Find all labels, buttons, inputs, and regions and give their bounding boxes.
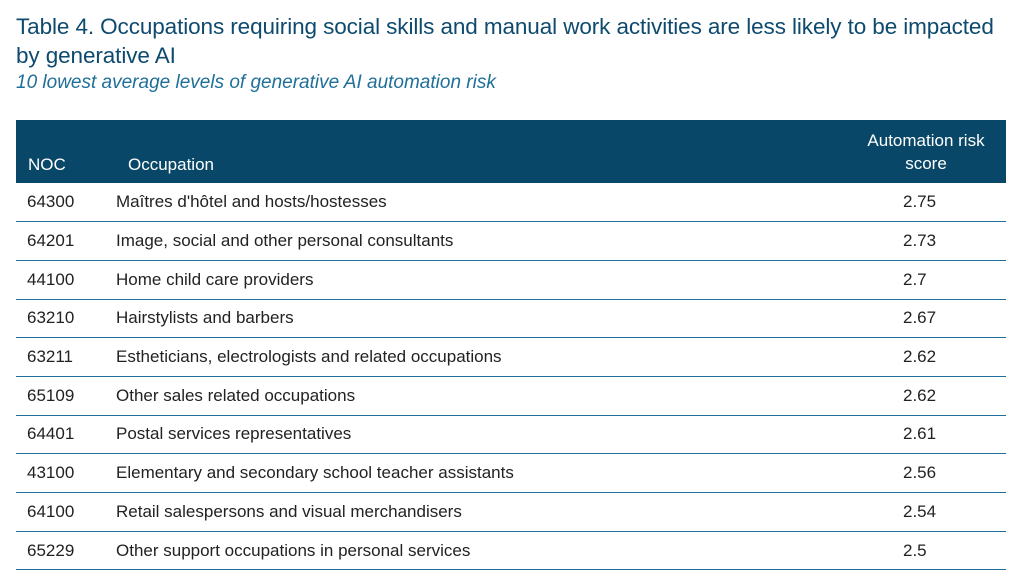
- occupation-cell: Other support occupations in personal services: [116, 540, 471, 560]
- header-score: [846, 120, 1006, 183]
- occupation-cell: Retail salespersons and visual merchandisers: [116, 501, 462, 521]
- score-cell: 2.61: [903, 424, 937, 444]
- header-occupation: Occupation: [128, 155, 214, 174]
- table-row: [16, 183, 1006, 222]
- occupation-cell: Image, social and other personal consultants: [116, 231, 454, 251]
- table-row: [16, 415, 1006, 454]
- occupation-cell: Postal services representatives: [116, 424, 352, 444]
- occupation-cell: Elementary and secondary school teacher assistants: [116, 463, 514, 483]
- table-row: [16, 493, 1006, 532]
- header-score-line1: Automation risk: [867, 131, 985, 150]
- score-cell: 2.54: [903, 501, 937, 521]
- table-row: [16, 338, 1006, 377]
- score-cell: 2.7: [903, 269, 927, 289]
- header-row: [16, 120, 1006, 183]
- score-cell: 2.67: [903, 308, 937, 328]
- score-cell: 2.62: [903, 347, 937, 367]
- table-body: [16, 183, 1006, 570]
- header-noc: NOC: [28, 155, 66, 174]
- noc-cell: 64100: [27, 501, 75, 521]
- table-row: [16, 299, 1006, 338]
- occupation-cell: Hairstylists and barbers: [116, 308, 294, 328]
- header-score-line2: score: [905, 154, 947, 173]
- occupations-table: [16, 120, 1006, 570]
- noc-cell: 65109: [27, 385, 75, 405]
- noc-cell: 64300: [27, 192, 75, 212]
- table-subtitle: 10 lowest average levels of generative AI automation risk: [16, 72, 496, 93]
- table-row: [16, 260, 1006, 299]
- table-row: [16, 222, 1006, 261]
- table-row: [16, 376, 1006, 415]
- occupation-cell: Estheticians, electrologists and related occupations: [116, 347, 502, 367]
- score-cell: 2.5: [903, 540, 927, 560]
- score-cell: 2.73: [903, 231, 937, 251]
- noc-cell: 65229: [27, 540, 75, 560]
- table-row: [16, 454, 1006, 493]
- noc-cell: 64201: [27, 231, 75, 251]
- table-title: Table 4. Occupations requiring social skills and manual work activities are less likely to be impacted by generative AI: [16, 14, 994, 68]
- noc-cell: 44100: [27, 269, 75, 289]
- occupation-cell: Home child care providers: [116, 269, 314, 289]
- occupation-cell: Other sales related occupations: [116, 385, 356, 405]
- noc-cell: 43100: [27, 463, 75, 483]
- table-header: [16, 120, 1006, 183]
- score-cell: 2.75: [903, 192, 937, 212]
- table-row: [16, 531, 1006, 570]
- occupation-cell: Maîtres d'hôtel and hosts/hostesses: [116, 192, 387, 212]
- score-cell: 2.62: [903, 385, 937, 405]
- noc-cell: 63211: [27, 347, 74, 367]
- noc-cell: 64401: [27, 424, 75, 444]
- score-cell: 2.56: [903, 463, 937, 483]
- noc-cell: 63210: [27, 308, 75, 328]
